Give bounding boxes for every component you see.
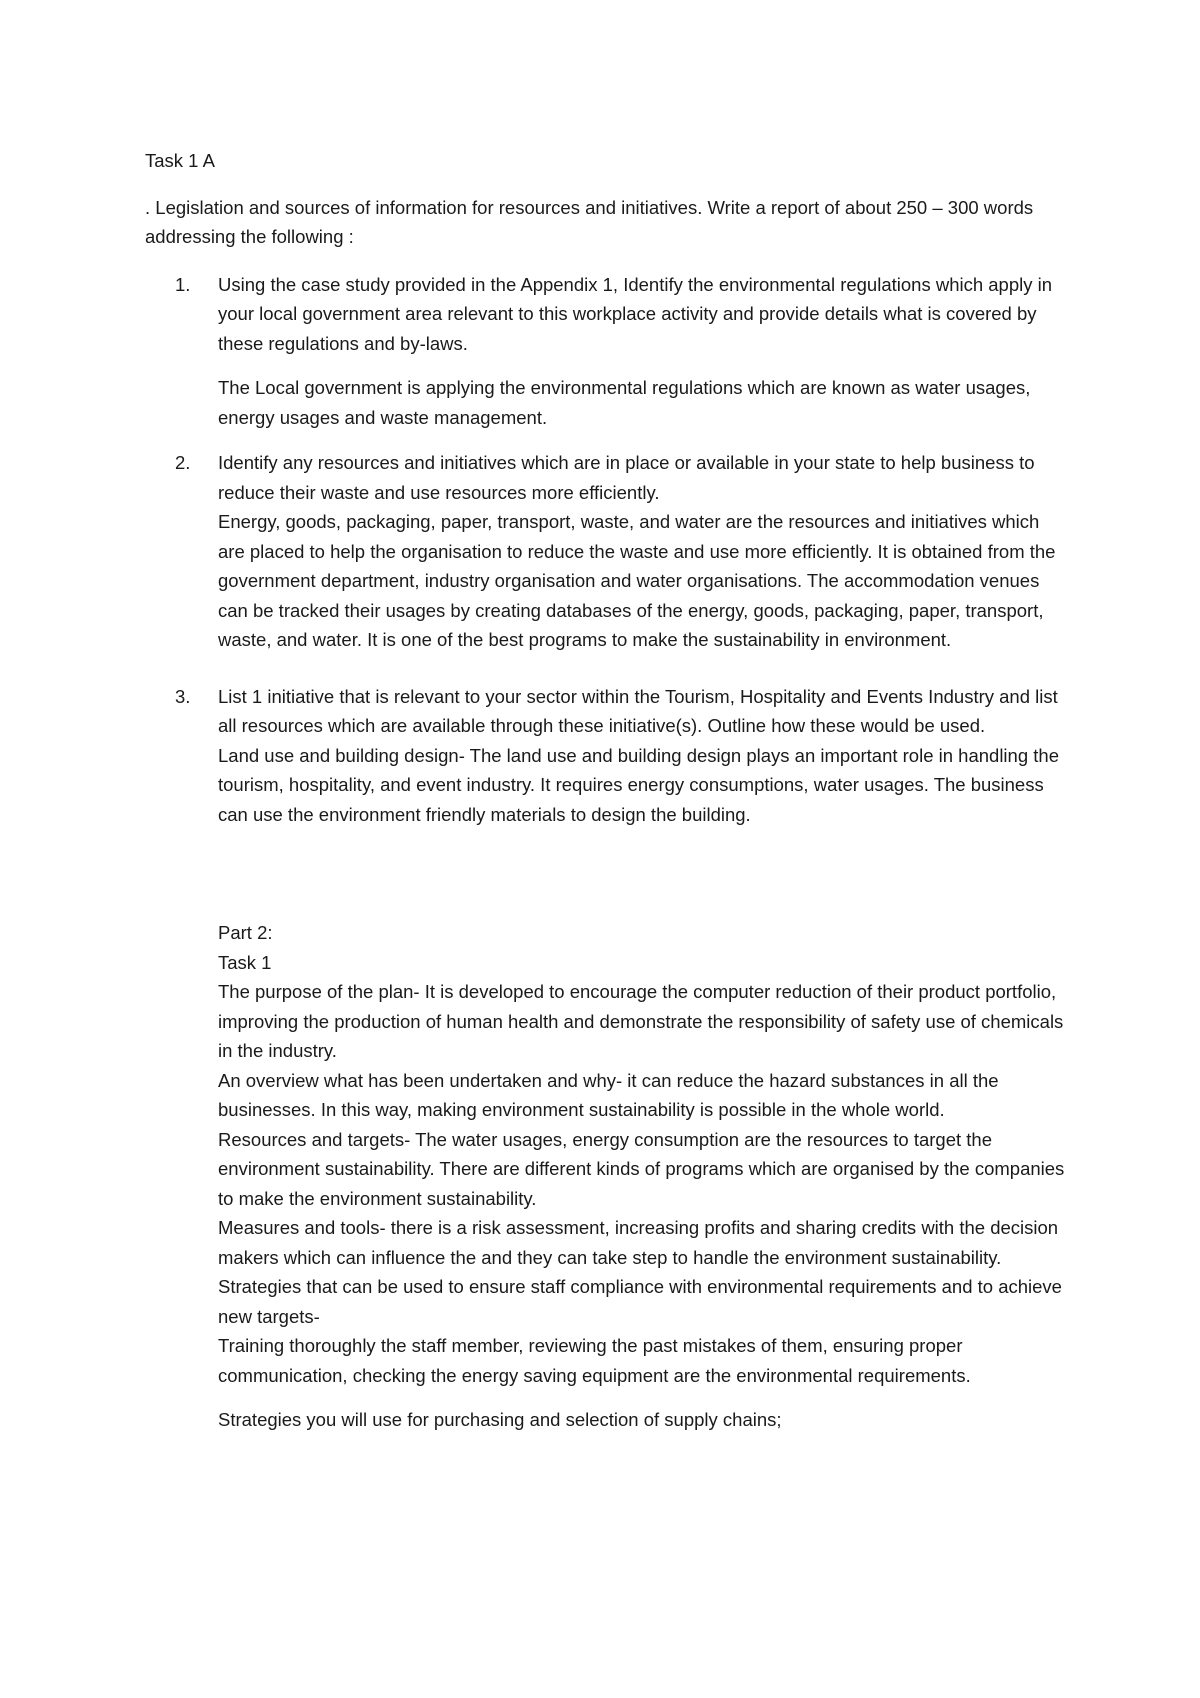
answer-text: The Local government is applying the environmental regulations which are known as water usages, energy usages and waste management. bbox=[218, 377, 1031, 428]
answer-text: Energy, goods, packaging, paper, transport, waste, and water are the resources and initiatives which are placed to help the organisation to reduce the waste and use more efficiently. It is obtained from the government department, industry organisation and water organisations. The accommodation venues can be tracked their usages by creating databases of the energy, goods, packaging, paper, transport, waste, and water. It is one of the best programs to make the sustainability in environment. bbox=[218, 511, 1056, 650]
strategies-heading-paragraph: Strategies that can be used to ensure staff compliance with environmental requirements and to achieve new targets- bbox=[218, 1276, 1062, 1327]
question-item-2 bbox=[145, 448, 1070, 655]
task-title: Task 1 A bbox=[145, 150, 215, 171]
question-text: List 1 initiative that is relevant to your sector within the Tourism, Hospitality and Events Industry and list all resources which are available through these initiative(s). Outline how these would be used. bbox=[218, 685, 1058, 736]
part-2-heading: Part 2: bbox=[218, 922, 273, 943]
measures-tools-paragraph: Measures and tools- there is a risk assessment, increasing profits and sharing credits with the decision makers which can influence the and they can take step to handle the environment sustainability. bbox=[218, 1217, 1059, 1268]
resources-targets-paragraph: Resources and targets- The water usages, energy consumption are the resources to target the environment sustainability. There are different kinds of programs which are organised by the companies to make the environment sustainability. bbox=[218, 1128, 1065, 1209]
part-2-section bbox=[145, 918, 1070, 1435]
supply-chain-strategies-line: Strategies you will use for purchasing and selection of supply chains; bbox=[218, 1409, 782, 1430]
question-list bbox=[145, 270, 1070, 830]
document-body bbox=[145, 146, 1070, 1435]
training-paragraph: Training thoroughly the staff member, reviewing the past mistakes of them, ensuring proper communication, checking the energy saving equipment are the environmental requirements. bbox=[218, 1335, 971, 1386]
question-item-3 bbox=[145, 682, 1070, 830]
answer-text: Land use and building design- The land use and building design plays an important role in handling the tourism, hospitality, and event industry. It requires energy consumptions, water usages. The business can use the environment friendly materials to design the building. bbox=[218, 744, 1059, 825]
question-number: 1. bbox=[175, 273, 191, 295]
overview-paragraph: An overview what has been undertaken and why- it can reduce the hazard substances in all the businesses. In this way, making environment sustainability is possible in the whole world. bbox=[218, 1069, 999, 1120]
question-number: 3. bbox=[175, 685, 191, 707]
question-item-1 bbox=[145, 270, 1070, 433]
question-text: Using the case study provided in the Appendix 1, Identify the environmental regulations which apply in your local government area relevant to this workplace activity and provide details what is covered by these regulations and by-laws. bbox=[218, 273, 1053, 354]
part-2-task-title: Task 1 bbox=[218, 951, 272, 973]
plan-purpose-paragraph: The purpose of the plan- It is developed to encourage the computer reduction of their product portfolio, improving the production of human health and demonstrate the responsibility of safety use of chemicals in the industry. bbox=[218, 981, 1064, 1061]
question-text: Identify any resources and initiatives which are in place or available in your state to help business to reduce their waste and use resources more efficiently. bbox=[218, 452, 1035, 503]
question-number: 2. bbox=[175, 452, 191, 473]
paragraph-spacer bbox=[218, 1390, 1070, 1405]
intro-paragraph: . Legislation and sources of information for resources and initiatives. Write a report of about 250 – 300 words addressing the following : bbox=[145, 196, 1034, 247]
